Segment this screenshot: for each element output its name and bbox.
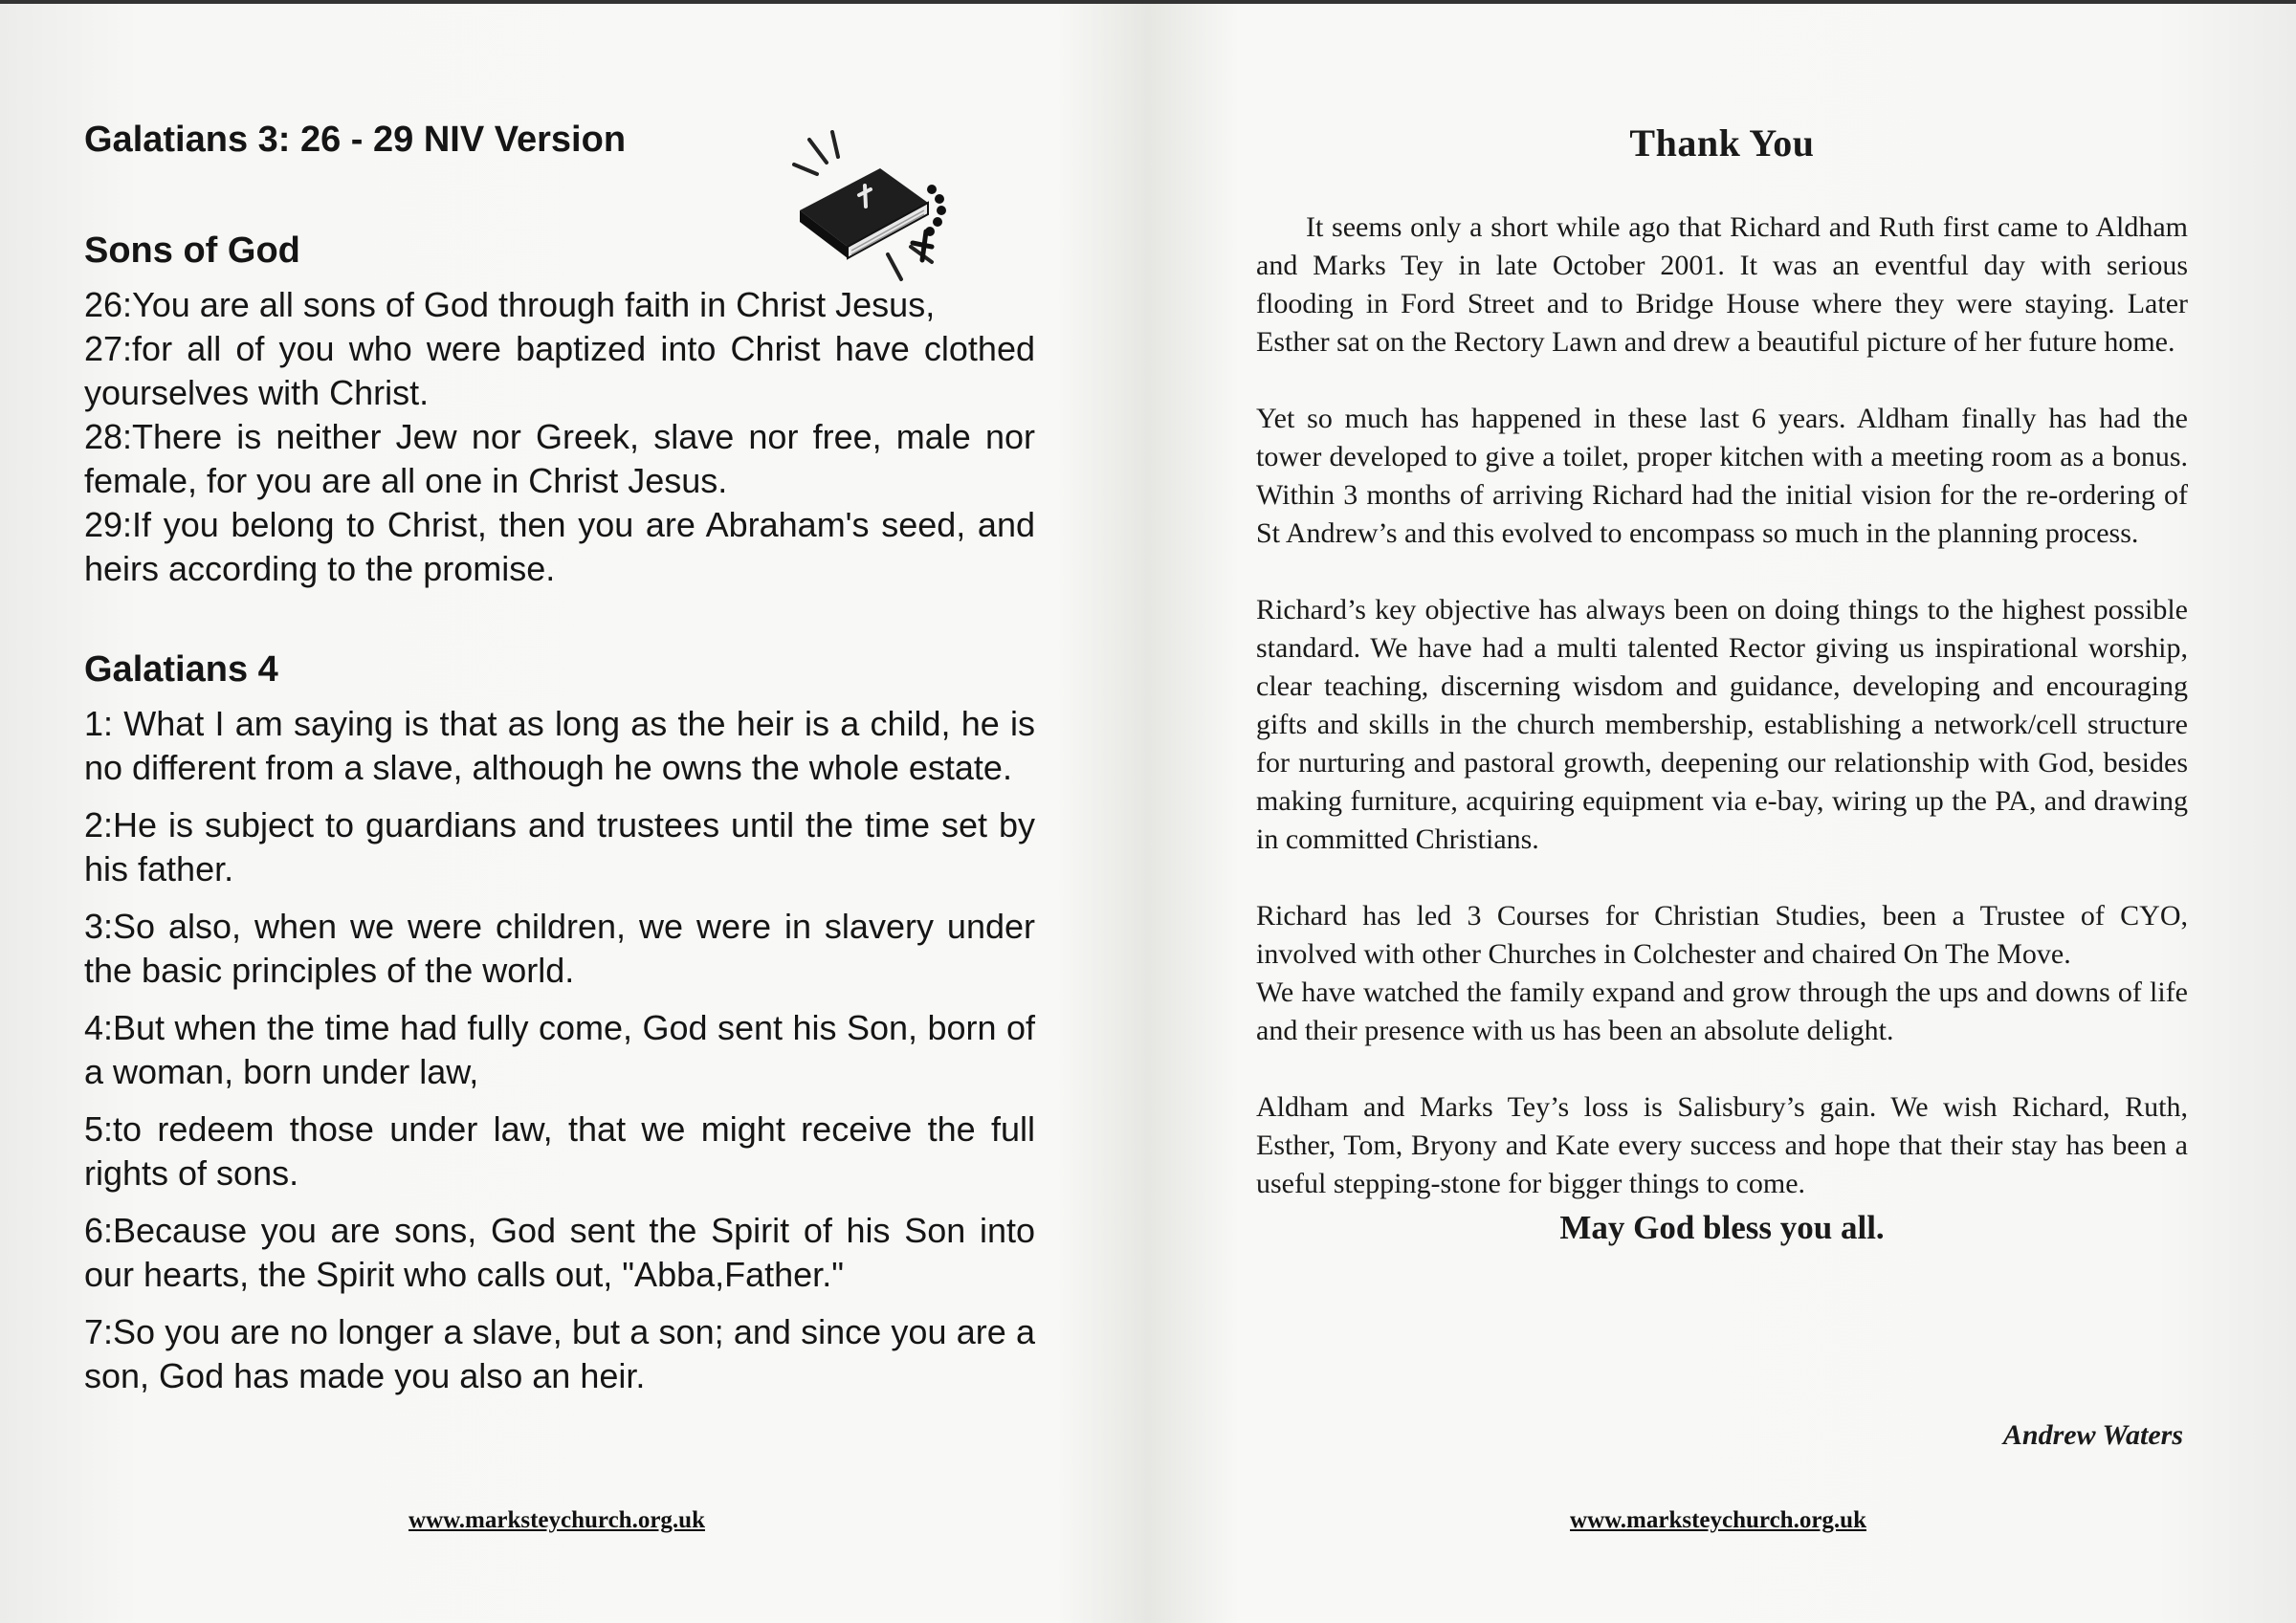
letter-paragraph: Richard’s key objective has always been on doing things to the highest possible standard. We have had a multi talented Rector giving us inspirational worship, clear teaching, discerning wisdom and guidance, developing and encouraging gifts and skills in the church membership, establishing a network/cell structure for nurturing and pastoral growth, deepening our relationship with God, besides making furniture, acquiring equipment via e-bay, wiring up the PA, and drawing in committed Christians. xyxy=(1256,594,2188,855)
letter-paragraph: It seems only a short while ago that Richard and Ruth first came to Aldham and Marks Tey in late October 2001. It was an eventful day with serious flooding in Ford Street and to Bridge House where they were staying. Later Esther sat on the Rectory Lawn and drew a beautiful picture of her future home. xyxy=(1256,211,2188,358)
letter-paragraph: Yet so much has happened in these last 6 years. Aldham finally has had the tower developed to give a toilet, proper kitchen with a meeting room as a bonus. Within 3 months of arriving Richard had the initial vision for the re-ordering of St Andrew’s and this evolved to encompass so much in the planning process. xyxy=(1256,403,2188,549)
verse: 2:He is subject to guardians and trustees until the time set by his father. xyxy=(84,805,1035,888)
verse: 6:Because you are sons, God sent the Spirit of his Son into our hearts, the Spirit who calls out, "Abba,Father." xyxy=(84,1211,1035,1294)
page-title: Galatians 3: 26 - 29 NIV Version xyxy=(84,120,627,160)
verse: 4:But when the time had fully come, God sent his Son, born of a woman, born under law, xyxy=(84,1008,1035,1091)
letter-paragraph: Aldham and Marks Tey’s loss is Salisbury’s gain. We wish Richard, Ruth, Esther, Tom, Bryony and Kate every success and hope that their stay has been a useful stepping-stone for bigger things to come. xyxy=(1256,1091,2188,1199)
verse: 1: What I am saying is that as long as the heir is a child, he is no different from a slave, although he owns the whole estate. xyxy=(84,704,1035,787)
footer-website-link[interactable]: www.marksteychurch.org.uk xyxy=(408,1507,705,1533)
verse-list-galatians-3 xyxy=(84,283,1035,591)
right-page-content xyxy=(1256,115,2188,1249)
verse: 27:for all of you who were baptized into Christ have clothed yourselves with Christ. xyxy=(84,329,1035,412)
letter-paragraph: Richard has led 3 Courses for Christian Studies, been a Trustee of CYO, involved with other Churches in Colchester and chaired On The Move. xyxy=(1256,900,2188,970)
verse: 7:So you are no longer a slave, but a son; and since you are a son, God has made you also an heir. xyxy=(84,1312,1035,1395)
left-page xyxy=(0,0,1144,1623)
verse: 5:to redeem those under law, that we might receive the full rights of sons. xyxy=(84,1109,1035,1193)
footer-website-link[interactable]: www.marksteychurch.org.uk xyxy=(1570,1507,1866,1533)
verse: 3:So also, when we were children, we were in slavery under the basic principles of the world. xyxy=(84,907,1035,990)
verse: 26:You are all sons of God through faith in Christ Jesus, xyxy=(84,285,936,324)
verse: 29:If you belong to Christ, then you are Abraham's seed, and heirs according to the promise. xyxy=(84,505,1035,588)
left-page-content xyxy=(84,113,1035,1412)
section-heading-sons-of-god: Sons of God xyxy=(84,230,300,271)
verse: 28:There is neither Jew nor Greek, slave nor free, male nor female, for you are all one in Christ Jesus. xyxy=(84,417,1035,500)
bible-rosary-icon xyxy=(788,128,968,291)
blessing-line: May God bless you all. xyxy=(1559,1209,1885,1246)
signature: Andrew Waters xyxy=(2002,1419,2183,1451)
letter-paragraph: We have watched the family expand and grow through the ups and downs of life and their presence with us has been an absolute delight. xyxy=(1256,976,2188,1046)
section-heading-galatians-4: Galatians 4 xyxy=(84,649,278,690)
verse-list-galatians-4 xyxy=(84,702,1035,1398)
thank-you-title: Thank You xyxy=(1629,121,1815,164)
